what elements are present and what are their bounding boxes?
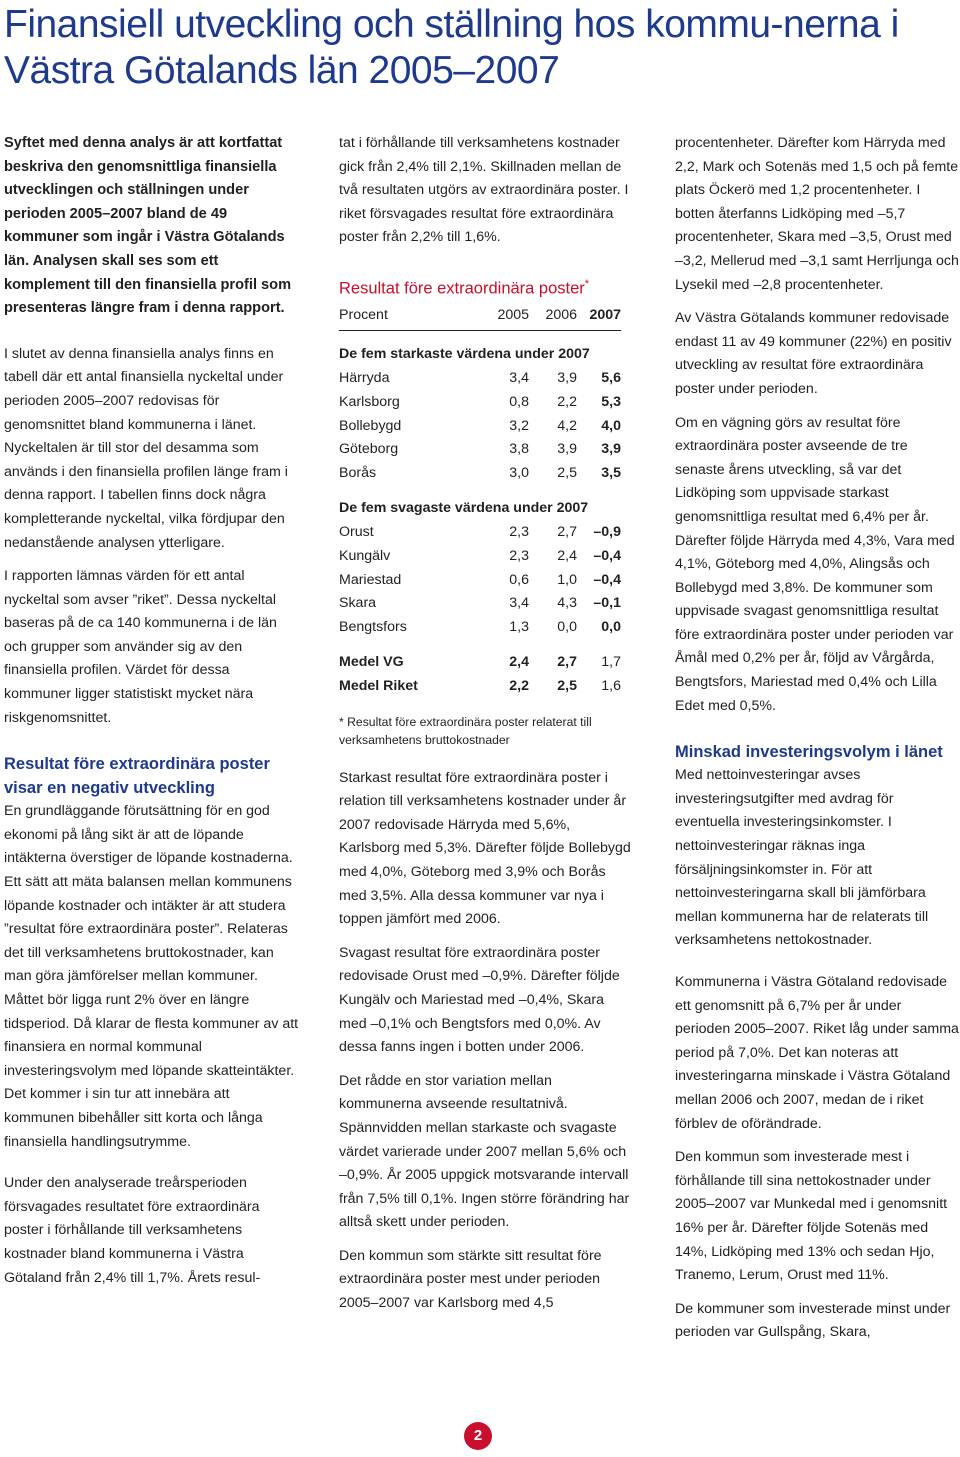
value-2006: 2,5 <box>557 678 577 694</box>
table-footnote: * Resultat före extraordinära poster relaterat till verksamhetens bruttokostnader <box>339 714 592 747</box>
table-row <box>339 651 621 675</box>
body-paragraph: Den kommun som investerade mest i förhållande till sina nettokostnader under 2005–2007 var Munkedal med i genomsnitt 16% per år. Därefter följde Sotenäs med 14%, Lidköping med 13% och sedan Hjo, Tranemo, Lerum, Orust med 11%. <box>675 1149 948 1284</box>
results-table <box>339 300 621 698</box>
body-paragraph: tat i förhållande till verksamhetens kostnader gick från 2,4% till 2,1%. Skillnaden mellan de två resultaten utgörs av extraordinära poster. I riket försvagades resultat före extraordinära poster från 2,2% till 1,6%. <box>339 135 629 246</box>
row-label: Göteborg <box>339 441 399 458</box>
body-paragraph: Med nettoinvesteringar avses investeringsutgifter med avdrag för eventuella investeringsinkomster. I nettoinvesteringar räknas inga försäljningsinkomster in. För att nettoinvesteringarna skall bli jämförbara mellan kommunerna har de relaterats till verksamhetens nettokostnader. <box>675 767 929 949</box>
value-2007: –0,1 <box>593 595 621 612</box>
section-heading: Resultat före extraordinära poster visar en negativ utveckling <box>4 755 270 798</box>
table-row <box>339 675 621 699</box>
body-paragraph: En grundläggande förutsättning för en god ekonomi på lång sikt är att de löpande intäkterna överstiger de löpande kostnaderna. Ett sätt att mäta balansen mellan kommunens löpande kostnader och intäkter är att studera ”resultat före extraordinära poster”. Relateras det till verksamhetens bruttokostnader, kan man göra jämförelser mellan kommuner. Måttet bör ligga runt 2% över en längre tidsperiod. Då klarar de flesta kommuner av att finansiera en normal kommunal investeringsvolym med löpande skatteintäkter. Det kommer i sin tur att innebära att kommunen bibehåller sitt korta och långa finansiella handlingsutrymme. <box>4 803 299 1150</box>
table-title <box>339 272 631 301</box>
table-row <box>339 438 621 462</box>
value-2006: 3,9 <box>557 370 577 387</box>
value-2006: 2,7 <box>557 654 577 671</box>
group-heading: De fem starkaste värdena under 2007 <box>339 345 590 362</box>
body-paragraph: I slutet av denna finansiella analys finns en tabell där ett antal finansiella nyckeltal under perioden 2005–2007 redovisas för genomsnittet bland kommunerna i länet. Nyckeltalen är till stor del desamma som används i den finansiella profilen länge fram i denna rapport. I tabellen finns dock några kompletterande nyckeltal, vilka fördjupar den nedanstående analysen ytterligare. <box>4 345 288 551</box>
value-2005: 2,4 <box>509 654 529 671</box>
header-year: 2005 <box>479 300 529 331</box>
column-2 <box>339 132 631 1316</box>
value-2007: 3,5 <box>601 464 621 481</box>
group-heading-row <box>339 485 621 521</box>
table-row <box>339 521 621 545</box>
row-label: Bollebygd <box>339 417 402 434</box>
table-row <box>339 367 621 391</box>
table-title-text: Resultat före extraordinära poster <box>339 279 585 298</box>
average-rows <box>339 651 621 698</box>
value-2006: 2,2 <box>557 394 577 411</box>
value-2005: 3,8 <box>509 441 529 458</box>
value-2007: 5,3 <box>601 394 621 411</box>
value-2005: 3,4 <box>509 595 529 612</box>
body-paragraph: Under den analyserade treårsperioden försvagades resultatet före extraordinära poster i förhållande till verksamhetens kostnader bland kommunerna i Västra Götaland från 2,4% till 1,7%. Årets resul- <box>4 1175 261 1286</box>
value-2006: 2,5 <box>557 464 577 481</box>
value-2006: 4,3 <box>557 595 577 612</box>
body-paragraph: Den kommun som stärkte sitt resultat före extraordinära poster mest under perioden 2005–2007 var Karlsborg med 4,5 <box>339 1247 602 1312</box>
value-2007: 4,0 <box>601 417 621 434</box>
section-heading: Minskad investeringsvolym i länet <box>675 743 943 762</box>
row-label: Karlsborg <box>339 394 400 411</box>
row-label: Bengtsfors <box>339 618 407 635</box>
table-row <box>339 592 621 616</box>
spacer-row <box>339 639 621 651</box>
value-2006: 1,0 <box>557 571 577 588</box>
header-year: 2006 <box>529 300 577 331</box>
group-heading-row <box>339 331 621 368</box>
value-2007: 1,6 <box>601 678 621 694</box>
value-2007: –0,4 <box>593 548 621 565</box>
group-heading: De fem svagaste värdena under 2007 <box>339 499 589 516</box>
table-header-row <box>339 300 621 331</box>
lead-paragraph: Syftet med denna analys är att kortfattat beskriva den genomsnittliga finansiella utvecklingen och ställningen under perioden 2005–2007 bland de 49 kommuner som ingår i Västra Götalands län. Analysen skall ses som ett komplement till den finansiella profil som presenteras längre fram i denna rapport. <box>4 135 292 317</box>
body-paragraph: Starkast resultat före extraordinära poster i relation till verksamhetens kostnader under år 2007 redovisade Härryda med 5,6%, Karlsborg med 5,3%. Därefter följde Bollebygd med 4,0%, Göteborg med 3,9% och Borås med 3,5%. Alla dessa kommuner var nya i toppen jämfört med 2006. <box>339 769 631 928</box>
body-paragraph: De kommuner som investerade minst under perioden var Gullspång, Skara, <box>675 1300 951 1341</box>
body-paragraph: Om en vägning görs av resultat före extraordinära poster avseende de tre senaste årens utveckling, så var det Lidköping som uppvisade starkast genomsnittliga resultat med 6,4% per år. Därefter följde Härryda med 4,3%, Vara med 4,1%, Göteborg med 4,0%, Alingsås och Bollebygd med 3,8%. De kommuner som uppvisade svagast genomsnittliga resultat före extraordinära poster under perioden var Åmål med 0,2% per år, följd av Vårgårda, Bengtsfors, Mariestad med 0,4% och Lilla Edet med 0,5%. <box>675 414 955 714</box>
weak-rows <box>339 521 621 639</box>
body-paragraph: Av Västra Götalands kommuner redovisade endast 11 av 49 kommuner (22%) en positiv utveckling av resultat före extraordinära poster under perioden. <box>675 310 952 397</box>
row-label: Skara <box>339 595 377 612</box>
value-2007: –0,9 <box>593 524 621 541</box>
body-paragraph: I rapporten lämnas värden för ett antal nyckeltal som avser ”riket”. Dessa nyckeltal baseras på de ca 140 kommunerna i de län och grupper som använder sig av den finansiella profilen. Värdet för dessa kommuner ligger statistiskt mycket nära riskgenomsnittet. <box>4 568 277 726</box>
column-3 <box>675 132 960 1345</box>
value-2005: 3,0 <box>509 464 529 481</box>
table-row <box>339 391 621 415</box>
value-2005: 3,4 <box>509 370 529 387</box>
table-row <box>339 569 621 593</box>
value-2006: 4,2 <box>557 417 577 434</box>
footnote-marker: * <box>584 277 590 290</box>
value-2005: 2,3 <box>509 524 529 541</box>
body-paragraph: Kommunerna i Västra Götaland redovisade ett genomsnitt på 6,7% per år under perioden 2005–2007. Riket låg under samma period på 7,0%. Det kan noteras att investeringarna minskade i Västra Götaland mellan 2006 och 2007, medan de i riket förblev de oförändrade. <box>675 974 959 1132</box>
value-2006: 0,0 <box>557 618 577 635</box>
body-paragraph: procentenheter. Därefter kom Härryda med 2,2, Mark och Sotenäs med 1,5 och på femte plats Öckerö med 1,2 procentenheter. I botten återfanns Lidköping med –5,7 procentenheter, Skara med –3,5, Orust med –3,2, Mellerud med –3,1 samt Herrljunga och Lysekil med –2,8 procentenheter. <box>675 135 959 293</box>
spacer-cell <box>339 639 621 651</box>
table-row <box>339 616 621 640</box>
table-row <box>339 415 621 439</box>
header-label: Procent <box>339 300 479 331</box>
value-2007: 0,0 <box>601 618 621 635</box>
table-row <box>339 462 621 486</box>
row-label: Medel VG <box>339 654 404 671</box>
value-2006: 3,9 <box>557 441 577 458</box>
value-2007: –0,4 <box>593 571 621 588</box>
column-1 <box>4 132 300 1290</box>
value-2005: 3,2 <box>509 417 529 434</box>
row-label: Borås <box>339 464 377 481</box>
row-label: Medel Riket <box>339 678 418 694</box>
row-label: Kungälv <box>339 548 391 565</box>
value-2007: 1,7 <box>601 654 621 671</box>
row-label: Mariestad <box>339 571 402 588</box>
value-2006: 2,7 <box>557 524 577 541</box>
strong-rows <box>339 367 621 485</box>
page-title: Finansiell utveckling och ställning hos kommu-nerna i Västra Götalands län 2005–2007 <box>4 3 899 92</box>
value-2005: 0,6 <box>509 571 529 588</box>
value-2005: 2,3 <box>509 548 529 565</box>
value-2005: 2,2 <box>509 678 529 694</box>
value-2005: 1,3 <box>509 618 529 635</box>
value-2007: 5,6 <box>601 370 621 387</box>
body-paragraph: Det rådde en stor variation mellan kommunerna avseende resultatnivå. Spännvidden mellan starkaste och svagaste värdet varierade under 2007 mellan 5,6% och –0,9%. År 2005 uppgick motsvarande intervall från 7,5% till 0,1%. Ingen större förändring har alltså skett under perioden. <box>339 1072 630 1231</box>
value-2007: 3,9 <box>601 441 621 458</box>
value-2005: 0,8 <box>509 394 529 411</box>
page-number-badge: 2 <box>464 1422 492 1450</box>
value-2006: 2,4 <box>557 548 577 565</box>
table-row <box>339 545 621 569</box>
body-paragraph: Svagast resultat före extraordinära poster redovisade Orust med –0,9%. Därefter följde Kungälv och Mariestad med –0,4%, Skara med –0,1% och Bengtsfors med 0,0%. Av dessa fanns ingen i botten under 2006. <box>339 944 620 1056</box>
row-label: Orust <box>339 524 374 541</box>
header-year: 2007 <box>577 300 621 331</box>
row-label: Härryda <box>339 370 390 387</box>
